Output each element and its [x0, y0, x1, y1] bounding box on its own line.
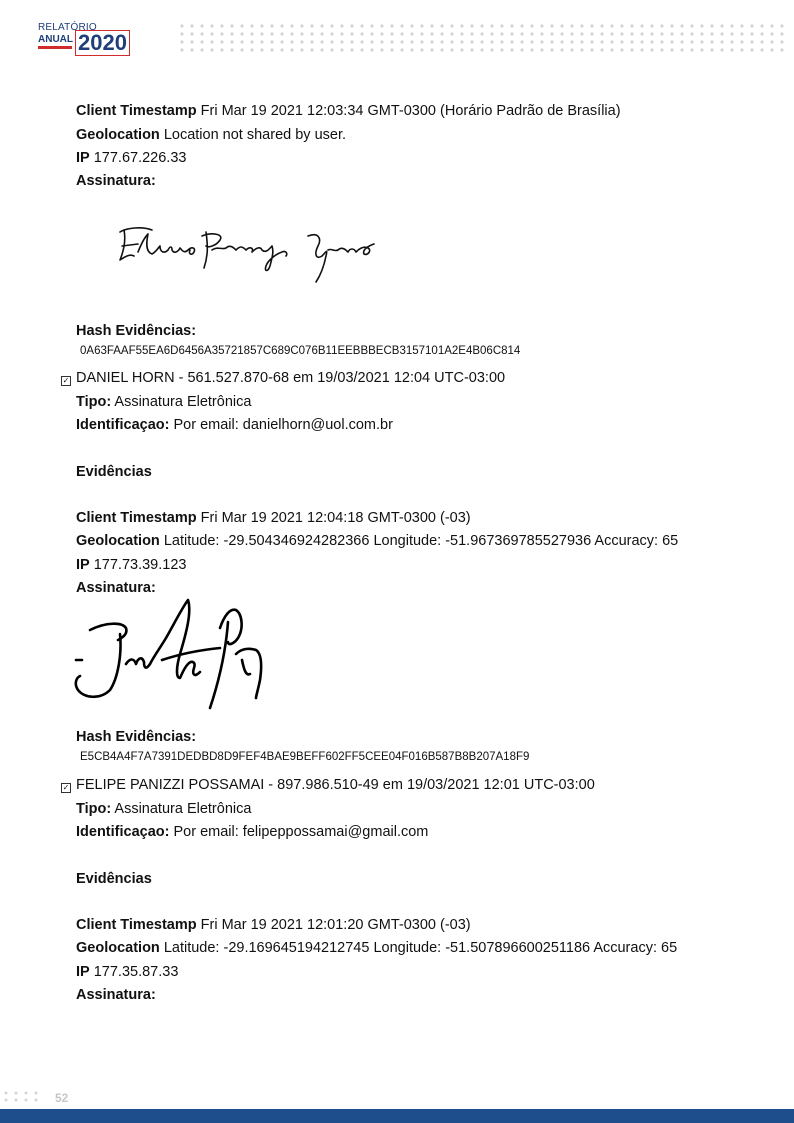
ip-value: 177.67.226.33	[93, 150, 187, 166]
logo-underline	[38, 46, 72, 49]
hash-value: E5CB4A4F7A7391DEDBD8D9FEF4BAE9BEFF602FF5CEE04F016B587B8B207A18F9	[80, 751, 530, 763]
ip-value: 177.35.87.33	[93, 964, 179, 980]
client-timestamp-label: Client Timestamp	[76, 917, 197, 933]
logo-year: 2020	[75, 30, 130, 56]
signature-label-line	[76, 986, 156, 1004]
client-timestamp-value: Fri Mar 19 2021 12:03:34 GMT-0300 (Horário Padrão de Brasília)	[200, 103, 621, 119]
signer-line: FELIPE PANIZZI POSSAMAI - 897.986.510-49 em 19/03/2021 12:01 UTC-03:00	[76, 777, 595, 793]
report-logo	[38, 22, 134, 56]
check-icon: ✓	[62, 783, 70, 792]
hash-label: Hash Evidências:	[76, 729, 197, 745]
tipo-line	[76, 800, 251, 818]
check-icon: ✓	[62, 376, 70, 385]
ip-label: IP	[76, 150, 90, 166]
client-timestamp-line	[76, 509, 471, 527]
client-timestamp-value: Fri Mar 19 2021 12:01:20 GMT-0300 (-03)	[200, 917, 471, 933]
handwritten-signature-1	[112, 216, 382, 288]
hash-label-line	[76, 728, 196, 746]
page-number: 52	[55, 1091, 69, 1105]
geolocation-label: Geolocation	[76, 940, 160, 956]
hash-label: Hash Evidências:	[76, 323, 197, 339]
signer-line: DANIEL HORN - 561.527.870-68 em 19/03/2021 12:04 UTC-03:00	[76, 370, 506, 386]
geolocation-label: Geolocation	[76, 127, 160, 143]
logo-line2: ANUAL	[38, 34, 73, 45]
footer-dot-decoration	[4, 1090, 44, 1104]
geolocation-value: Latitude: -29.169645194212745 Longitude: -51.507896600251186 Accuracy: 65	[163, 940, 678, 956]
signature-label: Assinatura:	[76, 580, 156, 596]
evidencias-heading	[76, 870, 152, 888]
client-timestamp-label: Client Timestamp	[76, 103, 197, 119]
hash-label-line	[76, 322, 196, 340]
client-timestamp-value: Fri Mar 19 2021 12:04:18 GMT-0300 (-03)	[200, 510, 471, 526]
identificacao-label: Identificaçao:	[76, 417, 170, 433]
signature-label: Assinatura:	[76, 987, 156, 1003]
signature-label-line	[76, 579, 156, 597]
signature-label-line	[76, 172, 156, 190]
evidencias-heading	[76, 463, 152, 481]
signature-label: Assinatura:	[76, 173, 156, 189]
ip-line	[76, 149, 186, 167]
identificacao-line	[76, 823, 428, 841]
geolocation-value: Latitude: -29.504346924282366 Longitude: -51.967369785527936 Accuracy: 65	[163, 533, 679, 549]
evidencias-label: Evidências	[76, 464, 152, 480]
identificacao-line	[76, 416, 393, 434]
geolocation-line	[76, 939, 677, 957]
client-timestamp-label: Client Timestamp	[76, 510, 197, 526]
tipo-label: Tipo:	[76, 394, 112, 410]
evidencias-label: Evidências	[76, 871, 152, 887]
footer-bar	[0, 1109, 794, 1123]
client-timestamp-line	[76, 102, 621, 120]
handwritten-signature-2	[70, 598, 270, 714]
ip-label: IP	[76, 557, 90, 573]
identificacao-label: Identificaçao:	[76, 824, 170, 840]
ip-line	[76, 556, 186, 574]
ip-label: IP	[76, 964, 90, 980]
tipo-value: Assinatura Eletrônica	[114, 394, 252, 410]
tipo-value: Assinatura Eletrônica	[114, 801, 252, 817]
client-timestamp-line	[76, 916, 471, 934]
tipo-line	[76, 393, 251, 411]
ip-value: 177.73.39.123	[93, 557, 187, 573]
identificacao-value: Por email: danielhorn@uol.com.br	[173, 417, 393, 433]
geolocation-line	[76, 126, 346, 144]
geolocation-label: Geolocation	[76, 533, 160, 549]
geolocation-line	[76, 532, 678, 550]
logo-line1: RELATÓRIO	[38, 22, 97, 33]
ip-line	[76, 963, 178, 981]
dot-grid-decoration	[180, 24, 790, 56]
hash-value: 0A63FAAF55EA6D6456A35721857C689C076B11EEBBBECB3157101A2E4B06C814	[80, 345, 521, 357]
geolocation-value: Location not shared by user.	[163, 127, 347, 143]
identificacao-value: Por email: felipeppossamai@gmail.com	[173, 824, 429, 840]
tipo-label: Tipo:	[76, 801, 112, 817]
